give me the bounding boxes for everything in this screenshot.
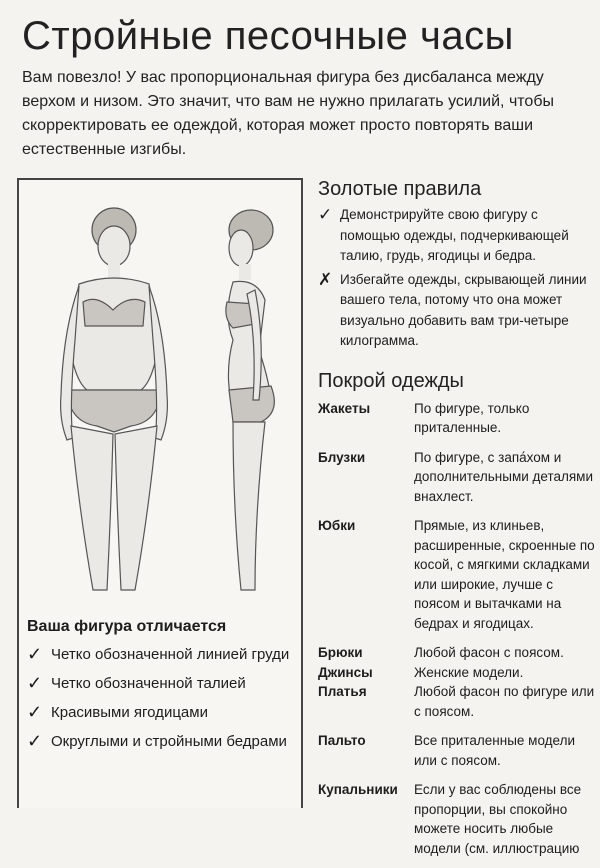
list-item: ✓ Красивыми ягодицами (27, 702, 208, 722)
rule-do (318, 205, 598, 267)
front-left-leg (71, 426, 113, 590)
table-row: Платья Любой фасон по фигуре или с поясом. (318, 684, 595, 719)
list-item: ✓ Округлыми и стройными бедрами (27, 731, 287, 751)
side-face (229, 230, 253, 266)
figure-traits-title: Ваша фигура отличается (27, 618, 227, 635)
figure-traits-list (27, 644, 289, 760)
side-figure (226, 210, 274, 590)
golden-rules-list (318, 205, 598, 352)
table-row: Брюки Любой фасон с поясом. (318, 645, 564, 660)
figure-illustration-box (17, 178, 303, 808)
checkmark-icon: ✓ (27, 702, 43, 722)
intro-paragraph: Вам повезло! У вас пропорциональная фигура без дисбаланса между верхом и низом. Это значит, что вам не нужно прилагать усилий, чтобы скорректировать ее одеждой, которая может просто повторять ваши естественные изгибы. (22, 69, 554, 158)
rule-avoid (318, 270, 598, 352)
side-leg (233, 422, 265, 590)
front-figure (61, 208, 168, 590)
checkmark-icon: ✓ (27, 673, 43, 693)
garments-title: Покрой одежды (318, 369, 464, 392)
table-row: Юбки Прямые, из клиньев, расширенные, скроенные по косой, с мягкими складками или широкие, лучше с поясом и вытачками на бедрах и ягодицах. (318, 518, 595, 631)
body-illustration (19, 190, 301, 610)
page-title: Стройные песочные часы (22, 14, 514, 58)
rule-text: Избегайте одежды, скрывающей линии вашего тела, потому что она может визуально добавить вам три-четыре килограмма. (340, 271, 587, 348)
cross-icon: ✗ (318, 269, 333, 289)
garments-table (318, 399, 598, 859)
rule-text: Демонстрируйте свою фигуру с помощью одежды, подчеркивающей талию, грудь, ягодицы и бедра. (340, 207, 569, 263)
front-face (98, 226, 130, 266)
table-row: Купальники Если у вас соблюдены все пропорции, вы спокойно можете носить любые модели (см. иллюстрацию (318, 782, 582, 856)
table-row: Джинсы Женские модели. (318, 664, 524, 680)
side-briefs (229, 386, 274, 422)
list-item: ✓ Четко обозначенной линией груди (27, 644, 290, 664)
list-item: ✓ Четко обозначенной талией (27, 673, 246, 693)
checkmark-icon: ✓ (27, 731, 43, 751)
front-briefs (67, 390, 161, 432)
table-row: Жакеты По фигуре, только приталенные. (318, 400, 530, 435)
table-row: Блузки По фигуре, с запа́хом и дополнительными деталями внахлест. (318, 449, 594, 504)
front-right-leg (115, 426, 157, 590)
right-column (318, 178, 598, 868)
front-torso (69, 278, 159, 390)
checkmark-icon: ✓ (318, 205, 333, 224)
golden-rules-title: Золотые правила (318, 178, 482, 200)
checkmark-icon: ✓ (27, 644, 43, 664)
table-row: Пальто Все приталенные модели или с поясом. (318, 733, 576, 768)
